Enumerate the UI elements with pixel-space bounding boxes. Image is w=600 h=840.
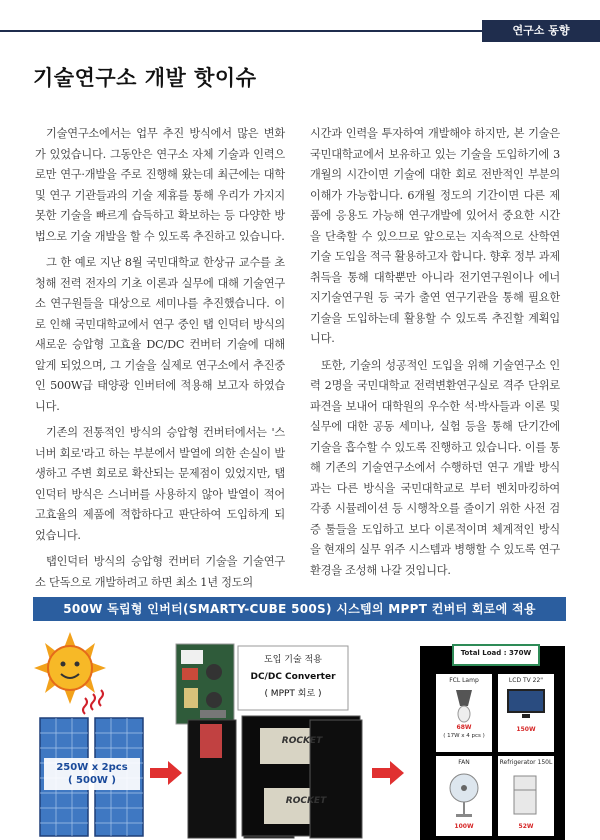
inverter-enclosure-photo bbox=[188, 716, 362, 838]
load-power: 150W bbox=[516, 726, 536, 733]
inverter-brand: ROCKET bbox=[285, 796, 327, 806]
load-name: FAN bbox=[458, 759, 470, 766]
paragraph: 시간과 인력을 투자하여 개발해야 하지만, 본 기술은 국민대학교에서 보유하고 있는 기술을 도입하기에 3개월의 시간이면 기술에 대한 회로 전반적인 부분의 이해가 가능합니다. 6개월 정도의 기간이면 다른 제품에 응용도 가능해 연구개발에 있어서 중요한 시간을 단축할 수 있으므로 앞으로는 지속적으로 산학연 기술 도입을 적극 활용하고자 합니다. 향후 정부 과제 취득을 통해 대학뿐만 아니라 전기연구원이나 에너지기술연구원 등 국가 출연 연구기관을 통해 필요한 기술을 도입하는데 활용할 수 있도록 추진할 계획입니다. bbox=[310, 127, 560, 345]
paragraph: 그 한 예로 지난 8월 국민대학교 한상규 교수를 초청해 전력 전자의 기초 이론과 실무에 대해 기술연구소 연구원들을 대상으로 세미나를 추진했습니다. 이로 인해 국민대학교에서 연구 중인 탭 인덕터 방식의 새로운 승압형 고효율 DC/DC 컨버터 기술에 대해 알게 되었으며, 그 기술을 실제로 연구소에서 추진중인 500W급 태양광 인버터에 적용해 보고자 하였습니다. bbox=[35, 256, 285, 413]
converter-callout: 도입 기술 적용 DC/DC Converter ( MPPT 회로 ) bbox=[250, 655, 336, 699]
load-panel bbox=[420, 645, 565, 840]
load-power: 52W bbox=[518, 823, 534, 830]
load-power: 100W bbox=[454, 823, 474, 830]
left-column bbox=[35, 124, 285, 599]
figure-banner: 500W 독립형 인버터(SMARTY-CUBE 500S) 시스템의 MPPT 컨버터 회로에 적용 bbox=[33, 597, 566, 621]
load-name: LCD TV 22" bbox=[508, 677, 544, 684]
panel-label: 250W x 2pcs ( 500W ) bbox=[56, 762, 128, 786]
sun-icon bbox=[34, 632, 106, 704]
sunlight-rays-icon bbox=[83, 690, 103, 714]
refrigerator-icon bbox=[514, 776, 536, 814]
page-title: 기술연구소 개발 핫이슈 bbox=[33, 66, 257, 90]
paragraph: 기술연구소에서는 업무 추진 방식에서 많은 변화가 있었습니다. 그동안은 연구소 자체 기술과 인력으로만 연구·개발을 주로 진행해 왔는데 최근에는 대학 및 연구 기관들과의 기술 제휴를 통해 우리가 가지지 못한 기술을 빠르게 습득하고 확보하는 등 다양한 방법으로 기술 개발을 할 수 있도록 추진하고 있습니다. bbox=[35, 127, 285, 243]
total-load-label: Total Load : 370W bbox=[460, 649, 532, 657]
right-column bbox=[310, 124, 560, 587]
inverter-brand: ROCKET bbox=[281, 736, 323, 746]
load-detail: ( 17W x 4 pcs ) bbox=[443, 733, 485, 739]
paragraph: 또한, 기술의 성공적인 도입을 위해 기술연구소 인력 2명을 국민대학교 전력변환연구실로 격주 단위로 파견을 보내어 대학원의 우수한 석·박사들과 이론 및 실무에 대한 공동 세미나, 실험 등을 통해 단기간에 기술을 흡수할 수 있도록 진행하고 있습니다. 이를 통해 기존의 기술연구소에서 수행하던 연구 개발 방식과는 다른 방식을 국민대학교로 부터 벤치마킹하여 각종 시뮬레이션 등 시행착오를 줄이기 위한 사전 검증 툴들을 도입하고 보다 이론적이며 체계적인 방식을 현재의 실무 위주 시스템과 병행할 수 있도록 연구 환경을 조성해 나갈 것입니다. bbox=[310, 358, 560, 577]
paragraph: 기존의 전통적인 방식의 승압형 컨버터에서는 '스너버 회로'라고 하는 부분에서 발열에 의한 손실이 발생하고 주변 회로로 확산되는 문제점이 있었지만, 탭인덕터 방식은 스너버를 사용하지 않아 발열이 적어 고효율의 제품에 적합하다고 판단하여 도입하게 되었습니다. bbox=[35, 426, 285, 542]
load-power: 68W bbox=[456, 724, 472, 731]
system-diagram bbox=[0, 628, 600, 840]
arrow-right-icon bbox=[150, 761, 182, 785]
section-tag: 연구소 동향 bbox=[482, 20, 600, 42]
load-name: Refrigerator 150L bbox=[499, 759, 553, 766]
converter-board-photo bbox=[176, 644, 234, 724]
paragraph: 탭인덕터 방식의 승압형 컨버터 기술을 기술연구소 단독으로 개발하려고 하면 최소 1년 정도의 bbox=[35, 555, 285, 589]
load-name: FCL Lamp bbox=[449, 677, 479, 684]
arrow-right-icon bbox=[372, 761, 404, 785]
